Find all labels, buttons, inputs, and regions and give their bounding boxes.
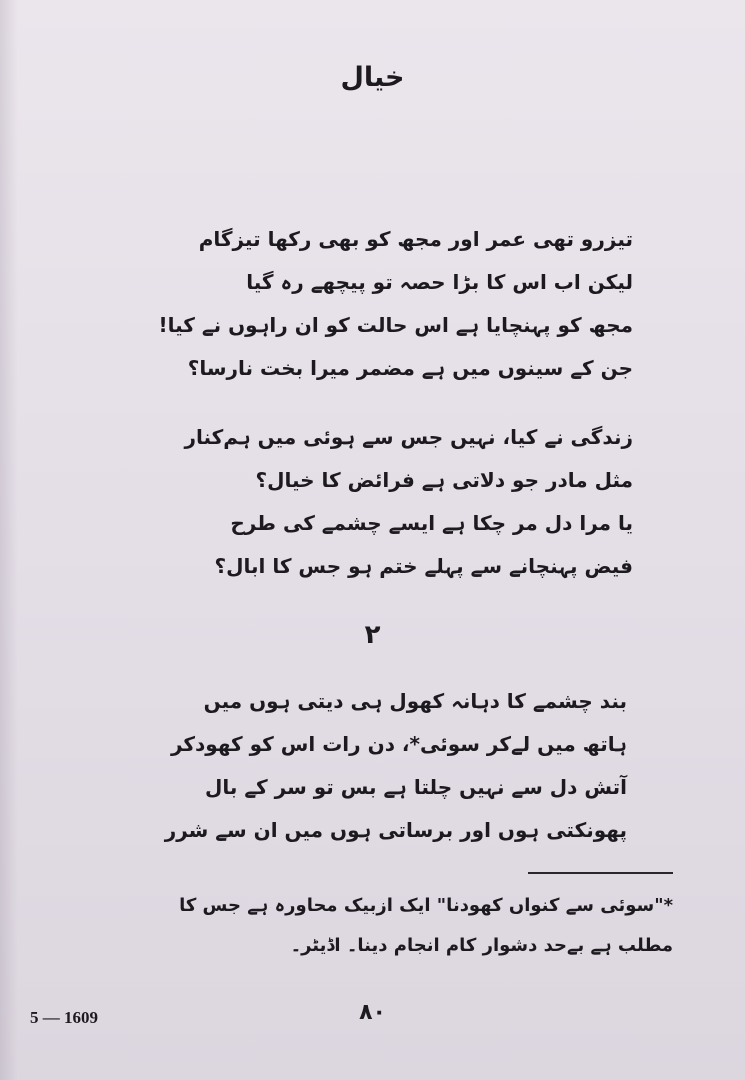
verse-line: فیض پہنچانے سے پہلے ختم ہو جس کا ابال؟	[214, 554, 633, 578]
footnote-divider	[528, 872, 673, 874]
verse-line: زندگی نے کیا، نہیں جس سے ہوئی میں ہم‌کنار	[184, 425, 633, 449]
stanza-3	[87, 680, 627, 852]
verse-line: ہاتھ میں لےکر سوئی*، دن رات اس کو کھودکر	[170, 732, 627, 756]
verse-line: مجھ کو پہنچایا ہے اس حالت کو ان راہوں نے کیا!	[158, 313, 633, 337]
section-number: ۲	[364, 620, 381, 650]
footnote	[23, 886, 673, 966]
verse-line: لیکن اب اس کا بڑا حصہ تو پیچھے رہ گیا	[246, 270, 633, 294]
page-number: ۸۰	[359, 1000, 386, 1025]
verse-line: مثل مادر جو دلاتی ہے فرائض کا خیال؟	[255, 468, 633, 492]
footnote-line: مطلب ہے بےحد دشوار کام انجام دینا۔ اڈیٹر۔	[290, 935, 673, 956]
stanza-1	[93, 218, 633, 390]
verse-line: یا مرا دل مر چکا ہے ایسے چشمے کی طرح	[230, 511, 633, 535]
poem-title: خیال	[340, 62, 405, 93]
footnote-line: *"سوئی سے کنواں کھودنا" ایک ازبیک محاورہ ہے جس کا	[179, 895, 673, 916]
printer-signature-code: 5 — 1609	[30, 1008, 98, 1027]
verse-line: آتش دل سے نہیں چلتا ہے بس تو سر کے بال	[204, 775, 627, 799]
verse-line: تیزرو تھی عمر اور مجھ کو بھی رکھا تیزگام	[198, 227, 633, 251]
page-edge-shadow	[0, 0, 18, 1080]
verse-line: پھونکتی ہوں اور برساتی ہوں میں ان سے شرر	[164, 818, 627, 842]
verse-line: بند چشمے کا دہانہ کھول ہی دیتی ہوں میں	[203, 689, 627, 713]
verse-line: جن کے سینوں میں ہے مضمر میرا بخت نارسا؟	[187, 356, 633, 380]
stanza-2	[93, 416, 633, 588]
